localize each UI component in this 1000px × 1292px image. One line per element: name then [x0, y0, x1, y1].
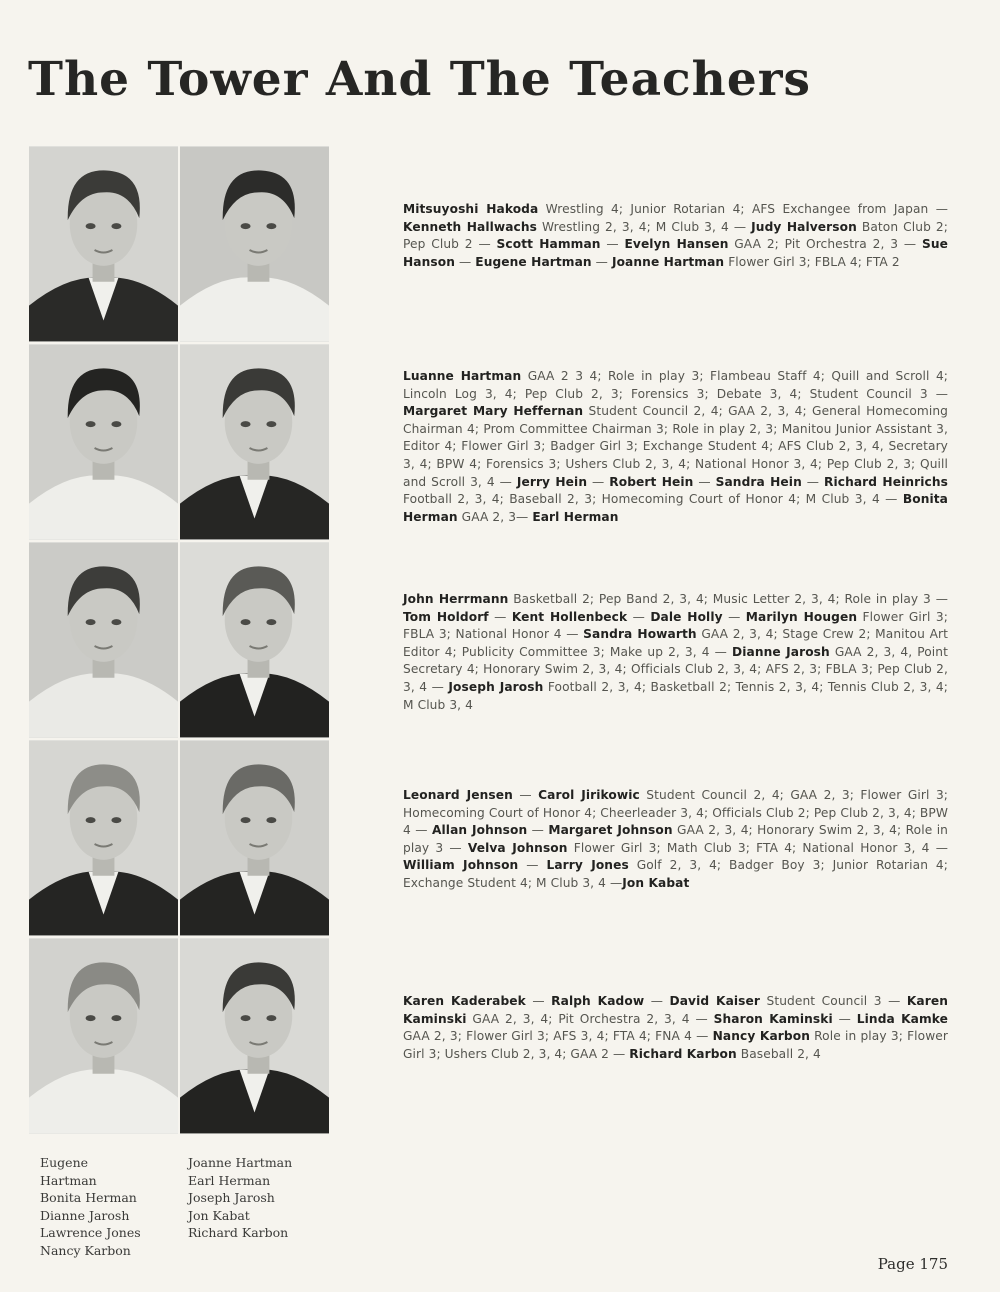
portrait-photo-9 [28, 937, 179, 1135]
activity-text: — [527, 823, 549, 838]
activity-text: Football 2, 3, 4; Baseball 2, 3; Homecoming Court of Honor 4; M Club 3, 4 — [403, 492, 903, 507]
portrait-icon [180, 344, 329, 540]
student-name: Evelyn Hansen [624, 237, 729, 252]
caption-name: Earl Herman [188, 1172, 271, 1188]
page-number: Page 175 [877, 1255, 948, 1273]
activity-text: — [512, 788, 539, 802]
bio-paragraph-2 [403, 368, 948, 526]
portrait-photo-8 [179, 739, 330, 937]
portrait-photo-7 [28, 739, 179, 937]
portrait-icon [180, 938, 329, 1134]
student-name: Sandra Hein [715, 474, 802, 489]
activity-text: Baton Club 2; Pep Club 2 — [403, 219, 948, 252]
portrait-photo-10 [179, 937, 330, 1135]
activity-text: Flower Girl 3; Math Club 3; FTA 4; National Honor 3, 4 — [567, 840, 948, 855]
student-name: Dale Holly [650, 609, 723, 624]
activity-text: GAA 2, 3— [457, 509, 533, 524]
student-name: Jon Kabat [622, 875, 690, 890]
activity-text: Golf 2, 3, 4; Badger Boy 3; Junior Rotarian 4; Exchange Student 4; M Club 3, 4 — [403, 858, 948, 890]
portrait-grid [28, 145, 330, 1135]
activity-text: Flower Girl 3; FBLA 3; National Honor 4 — [403, 609, 948, 642]
portrait-icon [29, 542, 178, 738]
activity-text: — [600, 237, 625, 252]
activity-text: — [693, 474, 716, 489]
student-name: Leonard Jensen [403, 788, 513, 802]
activity-text: — [518, 858, 547, 873]
student-name: Kent Hollenbeck [511, 609, 628, 624]
student-name: Sue Hanson [403, 237, 948, 269]
student-name: Margaret Mary Heffernan [403, 404, 584, 419]
caption-name: Jon Kabat [188, 1207, 250, 1223]
activity-text: Wrestling 2, 3, 4; M Club 3, 4 — [537, 219, 752, 234]
student-name: Judy Halverson [751, 219, 857, 234]
activity-text: — [722, 609, 746, 624]
activity-text: — [488, 609, 512, 624]
activity-text: Student Council 2, 4; GAA 2, 3; Flower Girl 3; Homecoming Court of Honor 4; Cheerleader 3, 4; Officials Club 2; Pep Club 2, 3, 4; BPW 4 — [403, 788, 949, 838]
student-name: Ralph Kadow [551, 994, 645, 1008]
bio-paragraph-1 [403, 201, 948, 271]
activity-text: — [627, 609, 651, 624]
student-name: Allan Johnson [431, 823, 528, 838]
caption-name: Joseph Jarosh [188, 1190, 275, 1206]
student-name: Mitsuyoshi Hakoda [403, 202, 539, 216]
portrait-photo-6 [179, 541, 330, 739]
student-name: Jerry Hein [516, 474, 588, 489]
student-name: Larry Jones [546, 858, 629, 873]
student-name: Bonita Herman [403, 492, 948, 524]
portrait-icon [29, 740, 178, 936]
activity-text: — [455, 254, 476, 269]
activity-text: Basketball 2; Pep Band 2, 3, 4; Music Letter 2, 3, 4; Role in play 3 — [508, 592, 948, 606]
portrait-icon [180, 542, 329, 738]
student-name: Kenneth Hallwachs [403, 219, 538, 234]
portrait-photo-2 [179, 145, 330, 343]
activity-text: GAA 2, 3; Flower Girl 3; AFS 3, 4; FTA 4; FNA 4 — [403, 1029, 713, 1044]
portrait-photo-1 [28, 145, 179, 343]
portrait-photo-5 [28, 541, 179, 739]
portrait-icon [180, 740, 329, 936]
student-name: Linda Kamke [856, 1011, 948, 1026]
student-name: Margaret Johnson [548, 823, 673, 838]
student-name: David Kaiser [669, 994, 761, 1008]
activity-text: GAA 2, 3, 4; Honorary Swim 2, 3, 4; Role in play 3 — [403, 823, 949, 855]
student-name: Robert Hein [609, 474, 694, 489]
student-name: Nancy Karbon [712, 1029, 810, 1044]
caption-name: Eugene Hartman [40, 1155, 97, 1188]
activity-text: Student Council 2, 4; GAA 2, 3, 4; General Homecoming Chairman 4; Prom Committee Chairman 3; Role in play 2, 3; Manitou Junior Assistant 3, Editor 4; Flower Girl 3; Badger Girl 3; Exchange Student 4; AFS Club 2, 3, 4, Secretary 3, 4; BPW 4; Forensics 3; Ushers Club 2, 3, 4; National Honor 3, 4; Pep Club 2, 3; Quill and Scroll 3, 4 — [403, 404, 948, 489]
activity-text: — [644, 994, 670, 1008]
student-name: William Johnson [403, 858, 519, 873]
student-name: Richard Karbon [629, 1046, 737, 1061]
activity-text: Role in play 3; Flower Girl 3; Ushers Club 2, 3, 4; GAA 2 — [403, 1029, 948, 1061]
activity-text: — [591, 254, 612, 269]
caption-name: Bonita Herman [40, 1190, 137, 1206]
bio-paragraph-3 [403, 591, 948, 714]
student-name: Velva Johnson [467, 840, 568, 855]
student-name: Karen Kaderabek [403, 994, 526, 1008]
activity-text: GAA 2, 3, 4; Stage Crew 2; Manitou Art Editor 4; Publicity Committee 3; Make up 2, 3, 4 — [403, 627, 949, 659]
caption-name: Lawrence Jones [40, 1225, 141, 1241]
caption-name: Dianne Jarosh [40, 1207, 130, 1223]
student-name: Scott Hamman [496, 237, 601, 252]
student-name: Joanne Hartman [611, 254, 725, 269]
student-name: Carol Jirikowic [538, 788, 640, 802]
caption-column-left [40, 1154, 148, 1260]
student-name: John Herrmann [403, 592, 509, 606]
bio-paragraph-4 [403, 787, 948, 893]
student-name: Marilyn Hougen [745, 609, 858, 624]
activity-text: GAA 2, 3, 4, Point Secretary 4; Honorary Swim 2, 3, 4; Officials Club 2, 3, 4; AFS 2, 3; FBLA 3; Pep Club 2, 3, 4 — [403, 644, 948, 694]
student-name: Richard Heinrichs [823, 474, 948, 489]
caption-name: Joanne Hartman [188, 1155, 293, 1170]
student-name: Sharon Kaminski [713, 1011, 833, 1026]
caption-column-right [188, 1154, 296, 1260]
activity-text: — [587, 474, 610, 489]
photo-captions [40, 1154, 296, 1260]
student-name: Earl Herman [532, 509, 619, 524]
portrait-icon [29, 938, 178, 1134]
activity-text: — [832, 1011, 857, 1026]
activity-text: Flower Girl 3; FBLA 4; FTA 2 [724, 254, 900, 269]
portrait-icon [29, 344, 178, 540]
student-name: Dianne Jarosh [732, 644, 830, 659]
activity-text: GAA 2 3 4; Role in play 3; Flambeau Staff 4; Quill and Scroll 4; Lincoln Log 3, 4; Pep Club 2, 3; Forensics 3; Debate 3, 4; Student Council 3 — [403, 369, 949, 401]
activity-text: GAA 2; Pit Orchestra 2, 3 — [728, 237, 922, 252]
student-name: Luanne Hartman [403, 369, 522, 383]
student-name: Eugene Hartman [475, 254, 592, 269]
student-name: Sandra Howarth [583, 627, 697, 642]
activity-text: GAA 2, 3, 4; Pit Orchestra 2, 3, 4 — [466, 1011, 714, 1026]
caption-name: Richard Karbon [188, 1225, 289, 1241]
activity-text: Football 2, 3, 4; Basketball 2; Tennis 2, 3, 4; Tennis Club 2, 3, 4; M Club 3, 4 [403, 679, 948, 712]
portrait-photo-4 [179, 343, 330, 541]
activity-text: Baseball 2, 4 [736, 1046, 821, 1061]
student-name: Karen Kaminski [403, 994, 948, 1026]
activity-text: Wrestling 4; Junior Rotarian 4; AFS Exchangee from Japan — [538, 202, 948, 216]
student-name: Tom Holdorf [403, 609, 489, 624]
portrait-icon [180, 146, 329, 342]
student-name: Joseph Jarosh [448, 679, 544, 694]
activity-text: — [801, 474, 824, 489]
portrait-photo-3 [28, 343, 179, 541]
activity-text: — [525, 994, 552, 1008]
activity-text: Student Council 3 — [760, 994, 907, 1008]
portrait-icon [29, 146, 178, 342]
caption-name: Nancy Karbon [40, 1242, 131, 1258]
bio-paragraph-5 [403, 993, 948, 1063]
page-title: The Tower And The Teachers [28, 52, 811, 107]
